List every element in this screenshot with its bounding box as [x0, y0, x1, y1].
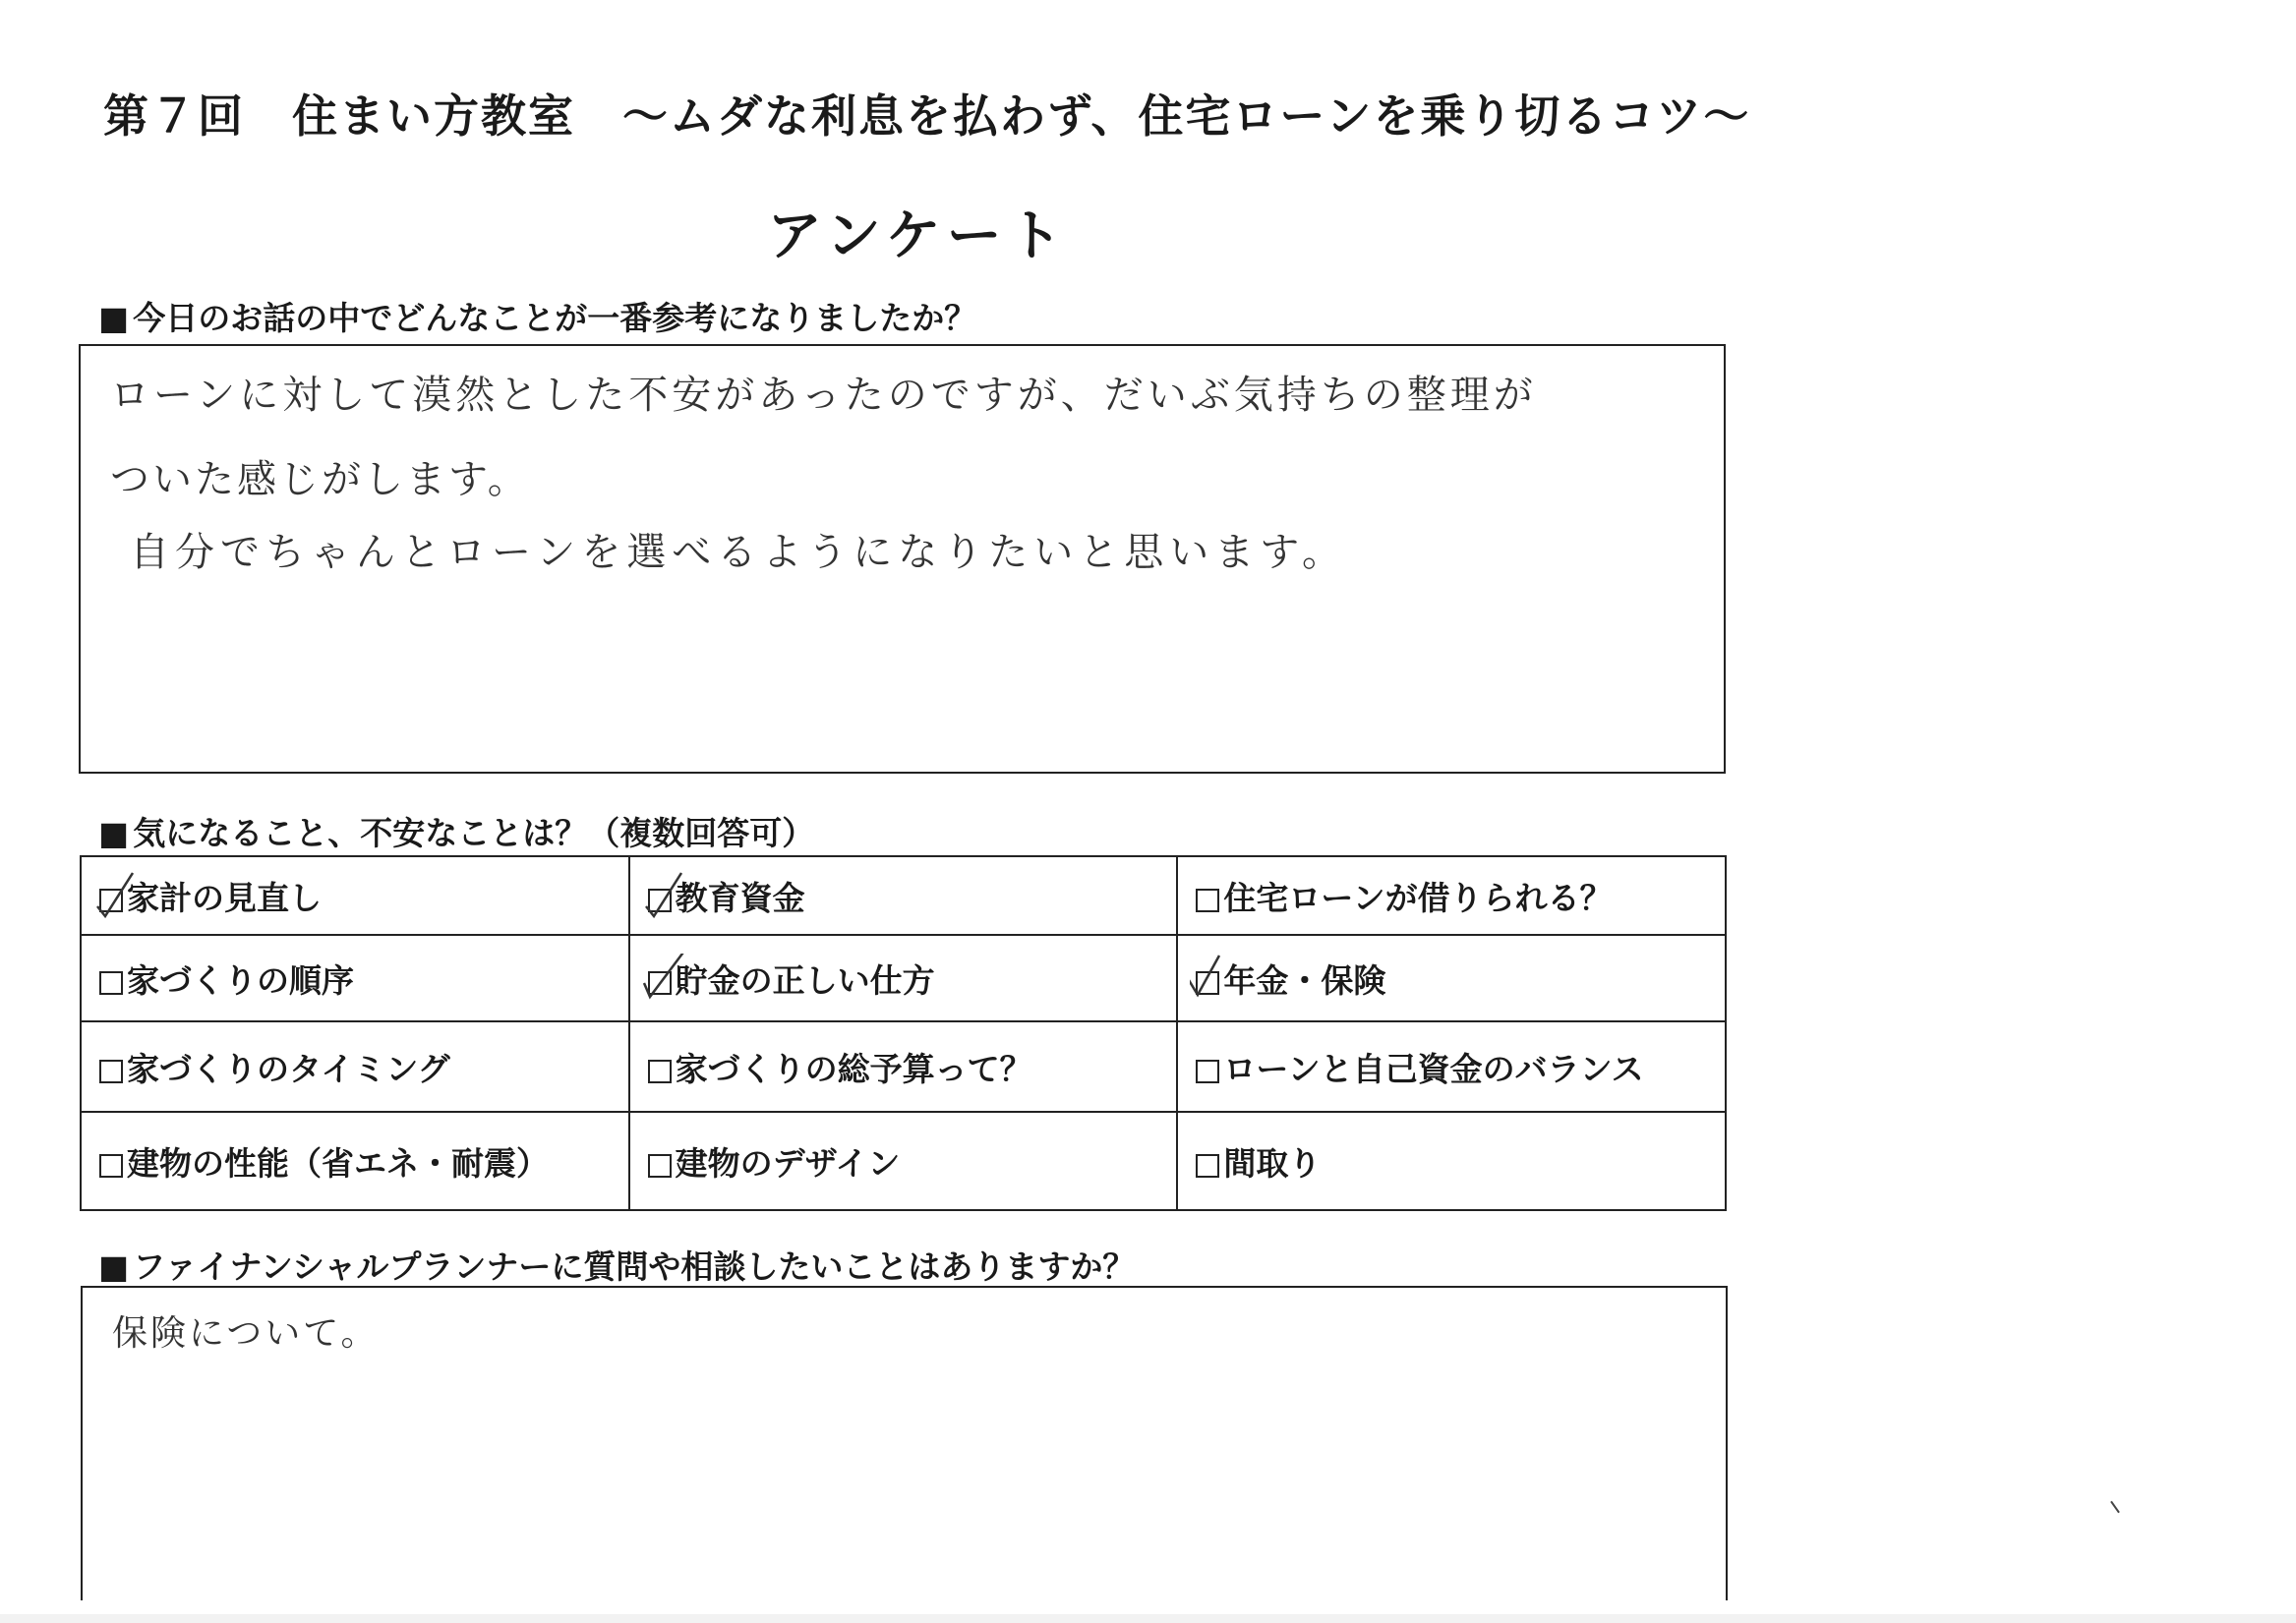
square-bullet-icon: ■ — [98, 814, 130, 852]
checkbox-icon[interactable] — [99, 1060, 123, 1083]
answer-3-box[interactable] — [81, 1286, 1728, 1600]
option-floor-plan[interactable] — [1177, 1112, 1726, 1210]
checkbox-icon[interactable] — [99, 1154, 123, 1178]
answer-1-line-1: ローンに対して漠然とした不安があったのですが、だいぶ気持ちの整理が — [110, 373, 1537, 418]
option-saving-method[interactable] — [629, 935, 1178, 1021]
option-label: 住宅ローンが借りられる？ — [1223, 878, 1613, 917]
checkbox-icon[interactable] — [99, 971, 123, 995]
option-building-performance[interactable] — [81, 1112, 629, 1210]
answer-1-box[interactable] — [79, 344, 1726, 774]
checkbox-icon[interactable] — [648, 1060, 672, 1083]
option-label: 年金・保険 — [1223, 960, 1386, 1000]
question-1-text: 今日のお話の中でどんなことが一番参考になりましたか？ — [133, 299, 977, 337]
checkbox-icon[interactable] — [1196, 971, 1219, 995]
square-bullet-icon: ■ — [98, 299, 130, 337]
checkbox-icon[interactable] — [648, 971, 672, 995]
scan-speck — [2110, 1501, 2120, 1514]
option-education-fund[interactable] — [629, 856, 1178, 935]
option-label: 家づくりの順序 — [127, 960, 354, 1000]
options-row — [81, 856, 1726, 935]
checkbox-icon[interactable] — [99, 889, 123, 912]
question-2-label — [98, 808, 814, 854]
option-label: 家計の見直し — [127, 878, 322, 917]
options-row — [81, 1112, 1726, 1210]
answer-3-text: 保険について。 — [112, 1313, 380, 1354]
options-row — [81, 1021, 1726, 1112]
option-label: 間取り — [1223, 1143, 1322, 1183]
option-total-budget[interactable] — [629, 1021, 1178, 1112]
scan-bottom-edge — [0, 1614, 2296, 1623]
options-table — [80, 855, 1727, 1211]
option-loan-balance[interactable] — [1177, 1021, 1726, 1112]
question-3-label — [98, 1242, 1135, 1288]
option-label: 家づくりのタイミング — [127, 1049, 450, 1088]
option-label: 貯金の正しい仕方 — [675, 960, 935, 1000]
options-row — [81, 935, 1726, 1021]
form-title: 第７回 住まい方教室 ～ムダな利息を払わず、住宅ローンを乗り切るコツ～ — [103, 89, 1751, 143]
option-building-design[interactable] — [629, 1112, 1178, 1210]
question-3-text: ファイナンシャルプランナーに質問や相談したいことはありますか？ — [133, 1247, 1136, 1286]
checkbox-icon[interactable] — [648, 1154, 672, 1178]
checkbox-icon[interactable] — [1196, 1154, 1219, 1178]
answer-1-line-3: 自分でちゃんとローンを選べるようになりたいと思います。 — [130, 530, 1347, 575]
checkbox-icon[interactable] — [1196, 889, 1219, 912]
option-building-order[interactable] — [81, 935, 629, 1021]
option-household-budget[interactable] — [81, 856, 629, 935]
question-1-label — [98, 293, 976, 339]
checkbox-icon[interactable] — [1196, 1060, 1219, 1083]
checkbox-icon[interactable] — [648, 889, 672, 912]
option-label: 教育資金 — [675, 878, 805, 917]
answer-1-line-2: ついた感じがします。 — [110, 457, 530, 502]
option-label: 建物の性能（省エネ・耐震） — [127, 1143, 549, 1183]
question-2-text: 気になること、不安なことは？（複数回答可） — [133, 814, 815, 852]
option-pension-insurance[interactable] — [1177, 935, 1726, 1021]
option-label: 家づくりの総予算って？ — [675, 1049, 1032, 1088]
form-subtitle: アンケート — [767, 204, 1069, 268]
option-loan-eligibility[interactable] — [1177, 856, 1726, 935]
option-label: ローンと自己資金のバランス — [1223, 1049, 1644, 1088]
option-building-timing[interactable] — [81, 1021, 629, 1112]
option-label: 建物のデザイン — [675, 1143, 901, 1183]
square-bullet-icon: ■ — [98, 1247, 130, 1286]
